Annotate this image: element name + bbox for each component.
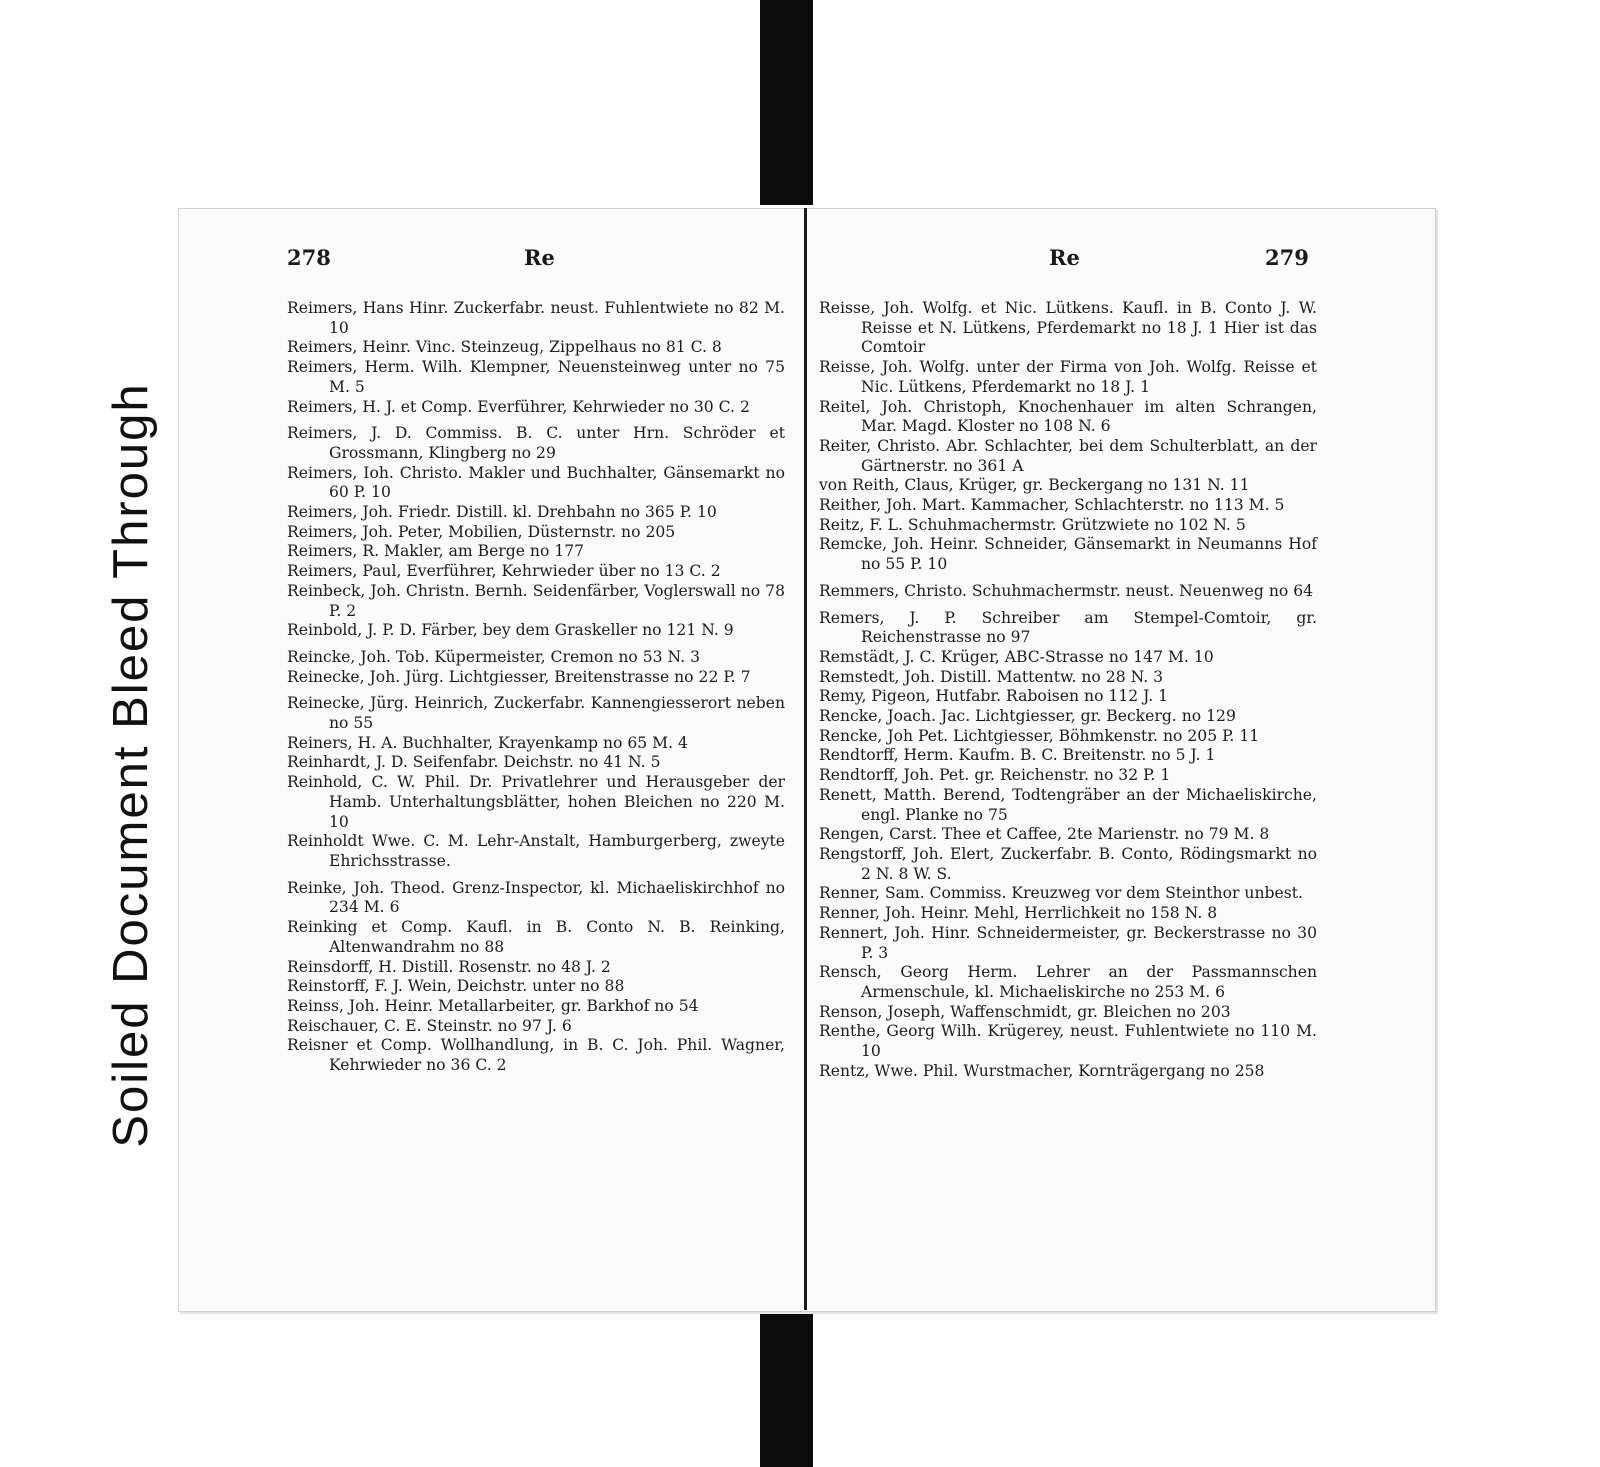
directory-entry: Renthe, Georg Wilh. Krügerey, neust. Fuhlentwiete no 110 M. 10: [819, 1022, 1317, 1061]
right-running-title: Re: [1049, 245, 1080, 270]
directory-entry: Reischauer, C. E. Steinstr. no 97 J. 6: [287, 1016, 572, 1035]
directory-entry: Reimers, Heinr. Vinc. Steinzeug, Zippelhaus no 81 C. 8: [287, 338, 722, 357]
directory-entry: Remers, J. P. Schreiber am Stempel-Comtoir, gr. Reichenstrasse no 97: [819, 608, 1317, 647]
directory-entry: Reinke, Joh. Theod. Grenz-Inspector, kl. Michaeliskirchhof no 234 M. 6: [287, 878, 785, 917]
directory-entry: Reimers, Hans Hinr. Zuckerfabr. neust. Fuhlentwiete no 82 M. 10: [287, 299, 785, 337]
directory-entry: Renner, Joh. Heinr. Mehl, Herrlichkeit no 158 N. 8: [819, 904, 1218, 923]
directory-entry: Rencke, Joh Pet. Lichtgiesser, Böhmkenstr. no 205 P. 11: [819, 726, 1260, 745]
left-running-head: [179, 245, 805, 285]
book-spread: [178, 208, 1436, 1312]
directory-entry: Reinbeck, Joh. Christn. Bernh. Seidenfärber, Voglerswall no 78 P. 2: [287, 581, 785, 620]
directory-entry: Rennert, Joh. Hinr. Schneidermeister, gr. Beckerstrasse no 30 P. 3: [819, 923, 1317, 962]
directory-entry: Rengstorff, Joh. Elert, Zuckerfabr. B. Conto, Rödingsmarkt no 2 N. 8 W. S.: [819, 844, 1317, 883]
directory-entry: Reimers, Paul, Everführer, Kehrwieder über no 13 C. 2: [287, 562, 721, 581]
directory-entry: Reinholdt Wwe. C. M. Lehr-Anstalt, Hamburgerberg, zweyte Ehrichsstrasse.: [287, 832, 785, 870]
directory-entry: Rengen, Carst. Thee et Caffee, 2te Marienstr. no 79 M. 8: [819, 825, 1270, 844]
right-page: [809, 209, 1435, 1311]
directory-entry: Reinsdorff, H. Distill. Rosenstr. no 48 J. 2: [287, 957, 611, 976]
directory-entry: Reisse, Joh. Wolfg. unter der Firma von Joh. Wolfg. Reisse et Nic. Lütkens, Pferdemarkt no 18 J. 1: [819, 358, 1317, 396]
directory-entry: Reinss, Joh. Heinr. Metallarbeiter, gr. Barkhof no 54: [287, 996, 699, 1015]
left-entries-list: [287, 299, 785, 1076]
watermark-text: Soiled Document Bleed Through: [104, 382, 158, 1148]
left-running-title: Re: [524, 245, 555, 270]
directory-entry: Renett, Matth. Berend, Todtengräber an der Michaeliskirche, engl. Planke no 75: [819, 785, 1317, 824]
directory-entry: Renson, Joseph, Waffenschmidt, gr. Bleichen no 203: [819, 1002, 1231, 1021]
directory-entry: Rencke, Joach. Jac. Lichtgiesser, gr. Beckerg. no 129: [819, 707, 1236, 726]
directory-entry: von Reith, Claus, Krüger, gr. Beckergang no 131 N. 11: [819, 476, 1250, 495]
directory-entry: Reinecke, Jürg. Heinrich, Zuckerfabr. Kannengiesserort neben no 55: [287, 694, 785, 733]
right-running-head: [809, 245, 1435, 285]
watermark-label: [103, 260, 159, 1270]
directory-entry: Reisse, Joh. Wolfg. et Nic. Lütkens. Kaufl. in B. Conto J. W. Reisse et N. Lütkens, Pferdemarkt no 18 J. 1 Hier ist das Comtoir: [819, 299, 1317, 357]
directory-entry: Remstädt, J. C. Krüger, ABC-Strasse no 147 M. 10: [819, 647, 1214, 666]
directory-entry: Reimers, Joh. Peter, Mobilien, Düsternstr. no 205: [287, 522, 676, 541]
directory-entry: Reiners, H. A. Buchhalter, Krayenkamp no 65 M. 4: [287, 733, 688, 752]
directory-entry: Reitz, F. L. Schuhmachermstr. Grützwiete no 102 N. 5: [819, 515, 1246, 534]
directory-entry: Rensch, Georg Herm. Lehrer an der Passmannschen Armenschule, kl. Michaeliskirche no 253 M. 6: [819, 963, 1317, 1001]
directory-entry: Reither, Joh. Mart. Kammacher, Schlachterstr. no 113 M. 5: [819, 496, 1285, 515]
right-page-number: 279: [1265, 245, 1309, 270]
directory-entry: Remy, Pigeon, Hutfabr. Raboisen no 112 J. 1: [819, 687, 1169, 706]
directory-entry: Reimers, H. J. et Comp. Everführer, Kehrwieder no 30 C. 2: [287, 397, 750, 416]
directory-entry: Reinecke, Joh. Jürg. Lichtgiesser, Breitenstrasse no 22 P. 7: [287, 667, 751, 686]
directory-entry: Reimers, Ioh. Christo. Makler und Buchhalter, Gänsemarkt no 60 P. 10: [287, 463, 785, 502]
directory-entry: Rentz, Wwe. Phil. Wurstmacher, Kornträgergang no 258: [819, 1061, 1265, 1080]
book-gutter: [804, 208, 807, 1310]
directory-entry: Reinstorff, F. J. Wein, Deichstr. unter no 88: [287, 977, 625, 996]
left-page-number: 278: [287, 245, 331, 270]
directory-entry: Reinbold, J. P. D. Färber, bey dem Graskeller no 121 N. 9: [287, 621, 734, 640]
directory-entry: Reinhardt, J. D. Seifenfabr. Deichstr. no 41 N. 5: [287, 753, 661, 772]
directory-entry: Reimers, R. Makler, am Berge no 177: [287, 542, 585, 561]
spine-bar-bottom: [760, 1307, 813, 1467]
directory-entry: Reinking et Comp. Kaufl. in B. Conto N. B. Reinking, Altenwandrahm no 88: [287, 918, 785, 956]
directory-entry: Remmers, Christo. Schuhmachermstr. neust. Neuenweg no 64: [819, 581, 1314, 600]
directory-entry: Rendtorff, Joh. Pet. gr. Reichenstr. no 32 P. 1: [819, 766, 1171, 785]
directory-entry: Reimers, Herm. Wilh. Klempner, Neuensteinweg unter no 75 M. 5: [287, 358, 785, 396]
directory-entry: Reitel, Joh. Christoph, Knochenhauer im alten Schrangen, Mar. Magd. Kloster no 108 N. 6: [819, 397, 1317, 436]
directory-entry: Reimers, Joh. Friedr. Distill. kl. Drehbahn no 365 P. 10: [287, 503, 717, 522]
spine-bar-top: [760, 0, 813, 205]
directory-entry: Remstedt, Joh. Distill. Mattentw. no 28 N. 3: [819, 667, 1164, 686]
directory-entry: Remcke, Joh. Heinr. Schneider, Gänsemarkt in Neumanns Hof no 55 P. 10: [819, 535, 1317, 574]
directory-entry: Reimers, J. D. Commiss. B. C. unter Hrn. Schröder et Grossmann, Klingberg no 29: [287, 424, 785, 462]
directory-entry: Reinhold, C. W. Phil. Dr. Privatlehrer und Herausgeber der Hamb. Unterhaltungsblätter, hohen Bleichen no 220 M. 10: [287, 773, 785, 831]
right-entries-list: [819, 299, 1317, 1081]
directory-entry: Rendtorff, Herm. Kaufm. B. C. Breitenstr. no 5 J. 1: [819, 746, 1216, 765]
directory-entry: Reisner et Comp. Wollhandlung, in B. C. Joh. Phil. Wagner, Kehrwieder no 36 C. 2: [287, 1036, 785, 1075]
left-page: [179, 209, 805, 1311]
directory-entry: Reincke, Joh. Tob. Küpermeister, Cremon no 53 N. 3: [287, 647, 701, 666]
directory-entry: Reiter, Christo. Abr. Schlachter, bei dem Schulterblatt, an der Gärtnerstr. no 361 A: [819, 436, 1317, 475]
directory-entry: Renner, Sam. Commiss. Kreuzweg vor dem Steinthor unbest.: [819, 884, 1303, 903]
